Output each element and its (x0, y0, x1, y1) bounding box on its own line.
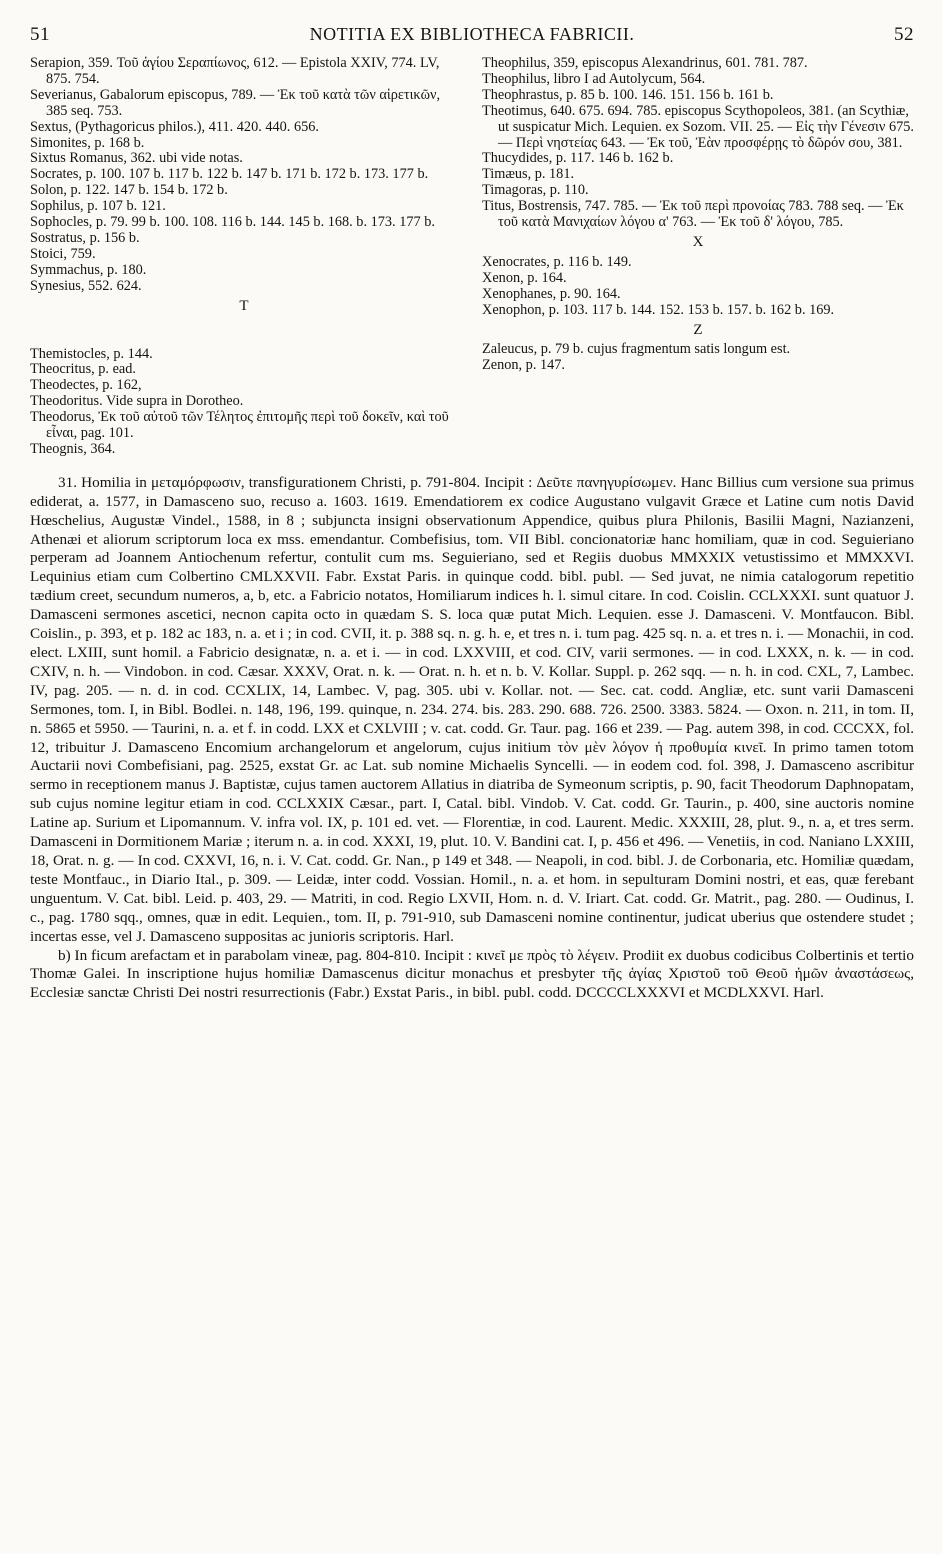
index-entry: Synesius, 552. 624. (30, 277, 142, 294)
index-entry: Zaleucus, p. 79 b. cujus fragmentum satis longum est. (482, 341, 791, 358)
index-entry: Themistocles, p. 144. (30, 345, 153, 362)
index-entry: Sixtus Romanus, 362. ubi vide notas. (30, 150, 243, 167)
index-entry: Theocritus, p. ead. (30, 361, 136, 378)
index-entry: Titus, Bostrensis, 747. 785. — Ἐκ τοῦ περὶ προνοίας 783. 788 seq. — Ἐκ τοῦ κατὰ Μανιχαίων λόγου α' 763. — Ἐκ τοῦ δ' λόγου, 785. (482, 198, 904, 231)
right-page-number: 52 (894, 24, 914, 45)
entries-t (30, 347, 458, 458)
index-entry: Zenon, p. 147. (482, 357, 565, 374)
paragraph-homilia-b: b) In ficum arefactam et in parabolam vineæ, pag. 804-810. Incipit : κινεῖ με πρὸς τὸ λέγειν. Prodiit ex duobus codicibus Colbertinis et tertio Thomæ Galei. In inscriptione hujus homiliæ Damascenus dicitur monachus et presbyter τῆς ἁγίας Χριστοῦ τοῦ Θεοῦ ἡμῶν ἀναστάσεως, Ecclesiæ sanctæ Christi Dei nostri resurrectionis (Fabr.) Exstat Paris., in bibl. publ. codd. DCCCCLXXXVI et MCDLXXVI. Harl. (30, 946, 914, 1002)
index-entry: Severianus, Gabalorum episcopus, 789. — Ἐκ τοῦ κατὰ τῶν αἱρετικῶν, 385 seq. 753. (30, 86, 441, 119)
index-entry: Xenon, p. 164. (482, 269, 567, 286)
section-letter-z: Z (693, 321, 703, 338)
index-entry: Serapion, 359. Τοῦ ἁγίου Σεραπίωνος, 612. — Epistola XXIV, 774. LV, 875. 754. (30, 55, 440, 87)
index-entry: Symmachus, p. 180. (30, 261, 147, 278)
index-left-column (30, 56, 458, 458)
section-letter-x: X (692, 233, 704, 250)
index-entry: Theophilus, 359, episcopus Alexandrinus, 601. 781. 787. (482, 55, 808, 71)
section-letter-t: T (239, 297, 249, 314)
index-entry: Sophocles, p. 79. 99 b. 100. 108. 116 b. 144. 145 b. 168. b. 173. 177 b. (30, 214, 435, 231)
index-entry: Theognis, 364. (30, 440, 116, 457)
running-header (30, 24, 914, 54)
body-text (30, 474, 914, 1003)
index-entry: Xenophon, p. 103. 117 b. 144. 152. 153 b. 157. b. 162 b. 169. (482, 301, 835, 318)
index-entry: Sophilus, p. 107 b. 121. (30, 198, 166, 215)
paragraph-homilia-31: 31. Homilia in μεταμόρφωσιν, transfigurationem Christi, p. 791-804. Incipit : Δεῦτε πανηγυρίσωμεν. Hanc Billius cum versione sua primus ediderat, a. 1577, in Damasceno suo, recuso a. 1603. 1619. Emendatiorem ex codice Augustano vulgavit Græce et Latine cum notis David Hœschelius, Augustæ Vindel., 1588, in 8 ; subjuncta insigni observationum Appendice, quibus plura Philonis, Basilii Magni, Nazianzeni, Athenæi et aliorum scriptorum loca ex mss. emendantur. Combefisius, tom. VII Bibl. concionatoriæ hanc homiliam, quæ in cod. Seguieriano perperam ad Joannem Antiochenum refertur, contulit cum ms. Seguieriano, sed et Regiis duobus MMXXIX vetustissimo et MMXXVI. Lequinius etiam cum Colbertino CMLXXVII. Fabr. Exstat Paris. in quinque codd. bibl. publ. — Sed juvat, ne nimia catalogorum repetitio tædium creet, secundum numeros, a, b, etc. a Fabricio notatos, Homiliarum indices h. l. simul citare. In cod. Coislin. CCLXXXI. sunt quatuor J. Damasceni sermones ascetici, necnon capita octo in quædam S. S. loca quæ putat Mich. Lequien. esse J. Damasceni. V. Montfaucon. Bibl. Coislin., p. 393, et p. 182 ac 183, n. a. et i ; in cod. CVII, it. p. 388 sq. n. g. h. e, et tres n. i. tum pag. 425 sq. n. a. et tres n. i. — Monachii, in cod. elect. LXIII, sunt homil. a Fabricio designatæ, n. a. et i. — in cod. LXXVIII, et cod. CIV, varii sermones. — in cod. LXXX, n. k. — in cod. CXIV, n. h. — Vindobon. in cod. Cæsar. XXXV, Orat. n. k. — Orat. n. h. et n. b. V. Kollar. Suppl. p. 262 sqq. — n. h. in cod. CXL, 7, Lambec. IV, pag. 205. — n. d. in cod. CCXLIX, 14, Lambec. V, pag. 305. ubi v. Kollar. not. — Sec. cat. codd. Angliæ, etc. sunt varii Damasceni Sermones, tom. I, in Bibl. Bodlei. n. 148, 196, 199. quinque, n. 234. 274. bis. 283. 290. 688. 726. 2500. 3383. 5824. — Oxon. n. 211, in tom. II, n. 5865 et 5950. — Taurini, n. a. et f. in codd. LXX et CXLVIII ; v. cat. codd. Gr. Taur. pag. 166 et 239. — Pag. autem 398, in cod. CCCXX, fol. 12, tribuitur J. Damasceno Encomium archangelorum et angelorum, cujus initium τὸν μὲν λόγον ἡ προθυμία κινεῖ. In primo tamen totom Auctarii novi Combefisiani, pag. 2525, exstat Gr. ac Lat. sub nomine Michaelis Syncelli. — in eodem cod. fol. 398, J. Damasceno ascribitur sermo in receptionem manus J. Baptistæ, cujus tamen auctorem Allatius in diatriba de Symeonum scriptis, p. 90, facit Theodorum Daphnopatam, sub cujus nomine legitur etiam in cod. CCLXXIX Cæsar., part. I, Catal. bibl. Vindob. V. Cat. codd. Gr. Taurin., p. 400, sine auctoris nomine Latine ap. Surium et Lipomannum. V. infra vol. IX, p. 101 ed. vet. — Florentiæ, in cod. Laurent. Medic. XXXIII, 28, plut. 9., n. a, et tres serm. Damasceni in Dormitionem Mariæ ; iterum n. a. in cod. XXXI, 19, plut. 10. V. Bandini cat. I, p. 456 et 496. — Venetiis, in cod. Naniano LXXIII, 18, Orat. n. g. — In cod. CXXVI, 16, n. i. V. Cat. codd. Gr. Nan., p 149 et 348. — Neapoli, in cod. bibl. J. de Corbonaria, etc. Homiliæ quædam, teste Montfauc., in Diario Ital., p. 309. — Leidæ, inter codd. Vossian. Homil., n. a. et hom. in sepulturam Domini nostri, et eas, quæ ferebant unguentum. V. Cat. bibl. Leid. p. 403, 29. — Matriti, in cod. Regio LXVII, Hom. n. d. V. Iriart. Cat. codd. Gr. Matrit., pag. 280. — Oudinus, I. c., pag. 1780 sqq., omnes, quæ in edit. Lequien., tom. II, p. 791-910, sub Damasceni nomine continentur, judicat uberius que ostendere studet ; incertas esse, vel J. Damasceno suppositas ac junioris scriptoris. Harl. (30, 473, 914, 945)
index-entry: Sostratus, p. 156 b. (30, 229, 140, 246)
entries-x (482, 255, 914, 319)
index-columns (30, 56, 914, 458)
index-entry: Xenocrates, p. 116 b. 149. (482, 253, 632, 270)
running-title: NOTITIA EX BIBLIOTHECA FABRICII. (309, 24, 635, 44)
index-entry: Thucydides, p. 117. 146 b. 162 b. (482, 150, 674, 167)
index-entry: Xenophanes, p. 90. 164. (482, 285, 621, 302)
index-entry: Socrates, p. 100. 107 b. 117 b. 122 b. 147 b. 171 b. 172 b. 173. 177 b. (30, 166, 429, 183)
index-entry: Theodorus, Ἐκ τοῦ αὐτοῦ τῶν Τέλητος ἐπιτομῆς περὶ τοῦ δοκεῖν, καὶ τοῦ εἶναι, pag. 101. (30, 409, 449, 442)
left-page-number: 51 (30, 24, 50, 45)
index-entry: Theophrastus, p. 85 b. 100. 146. 151. 156 b. 161 b. (482, 86, 774, 103)
document-page (30, 24, 914, 1003)
spacer (30, 319, 458, 347)
index-entry: Timagoras, p. 110. (482, 182, 589, 199)
entries-th (482, 56, 914, 231)
entries-z (482, 342, 914, 374)
index-entry: Solon, p. 122. 147 b. 154 b. 172 b. (30, 182, 228, 199)
index-entry: Simonites, p. 168 b. (30, 134, 145, 151)
index-entry: Theodectes, p. 162, (30, 377, 142, 394)
index-right-column (482, 56, 914, 458)
index-entry: Timæus, p. 181. (482, 166, 575, 183)
index-entry: Stoici, 759. (30, 245, 96, 262)
index-entry: Theotimus, 640. 675. 694. 785. episcopus Scythopoleos, 381. (an Scythiæ, ut suspicatur Mich. Lequien. ex Sozom. VII. 25. — Εἰς τὴν Γένεσιν 675. — Περὶ νηστείας 643. — Ἐκ τοῦ, Ἐὰν προσφέρῃς τὸ δῶρόν σου, 381. (482, 102, 914, 151)
entries-s (30, 56, 458, 295)
index-entry: Theodoritus. Vide supra in Dorotheo. (30, 393, 244, 410)
index-entry: Sextus, (Pythagoricus philos.), 411. 420. 440. 656. (30, 118, 319, 135)
index-entry: Theophilus, libro I ad Autolycum, 564. (482, 70, 706, 87)
